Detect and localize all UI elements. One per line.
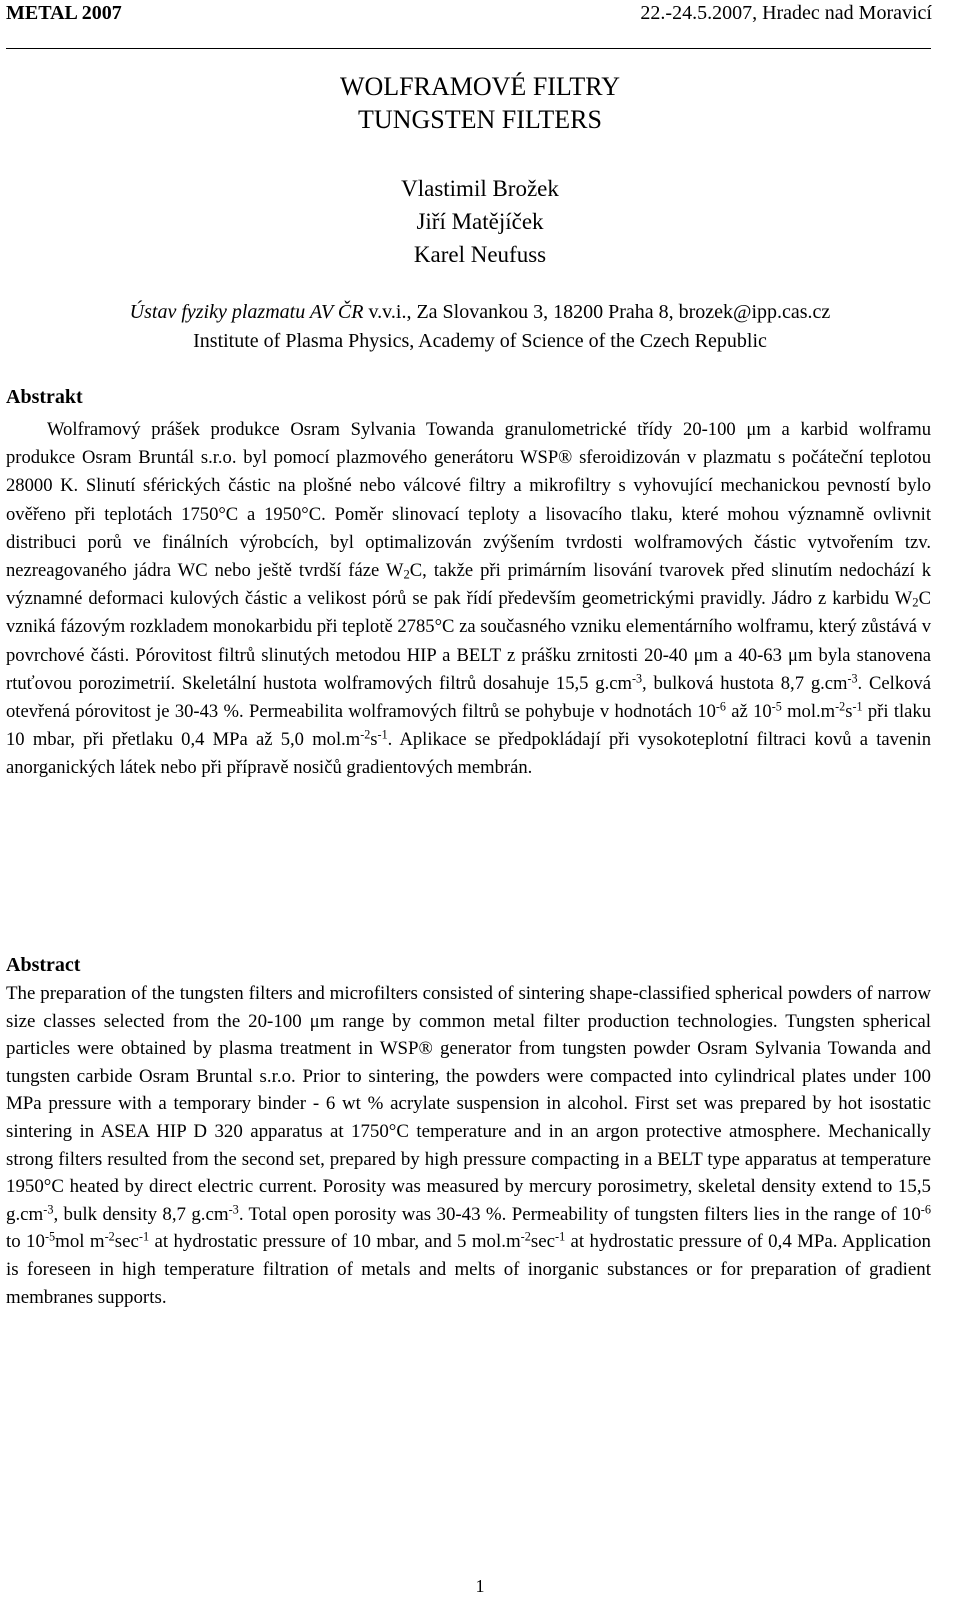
author-list <box>0 172 960 271</box>
title-czech: WOLFRAMOVÉ FILTRY <box>339 72 620 101</box>
title-english: TUNGSTEN FILTERS <box>358 105 602 134</box>
institute-address: v.v.i., Za Slovankou 3, 18200 Praha 8, brozek@ipp.cas.cz <box>363 301 831 323</box>
conference-name: METAL 2007 <box>6 2 122 24</box>
abstrakt-text: Wolframový prášek produkce Osram Sylvania Towanda granulometrické třídy 20-100 μm a karbid wolframu produkce Osram Bruntál s.r.o. byl pomocí plazmového generátoru WSP® sferoidizován v plazmatu s počáteční teplotou 28000 K. Slinutí sférických částic na plošné nebo válcové filtry a mikrofiltry s vyhovující mechanickou pevností bylo ověřeno při teplotách 1750°C a 1950°C. Poměr slinovací teploty a lisovacího tlaku, které mohou významně ovlivnit distribuci porů ve finálních výrobcích, byl optimalizován zvýšením tvrdosti wolframových částic vytvořením tzv. nezreagovaného jádra WC nebo ještě tvrdší fáze $W_2C$, takže při primárním lisování tvarovek před slinutím nedochází k významné deformaci kulových částic a velikost pórů se pak řídí především geometrickými pravidly. Jádro z karbidu $W_2C$ vzniká fázovým rozkladem monokarbidu při teplotě 2785°C za současného vzniku elementárního wolframu, který zůstává v povrchové části. Pórovitost filtrů slinutých metodou HIP a BELT z prášku zrnitosti 20-40 μm a 40-63 μm byla stanovena rtuťovou porozimetrií. Skeletální hustota wolframových filtrů dosahuje 15,5 $g.cm^{-3}$, bulková hustota 8,7 $g.cm^{-3}$. Celková otevřená pórovitost je 30-43 %. Permeabilita wolframových filtrů se pohybuje v hodnotách $10^{-6}$ až $10^{-5}$ $mol.m^{-2}s^{-1}$ při tlaku 10 mbar, při přetlaku 0,4 MPa až 5,0 $mol.m^{-2}s^{-1}$. Aplikace se předpokládají při vysokoteplotní filtraci kovů a tavenin anorganických látek nebo při přípravě nosičů gradientových membrán. <box>6 419 932 779</box>
affiliation <box>0 298 960 356</box>
paper-title <box>0 70 960 136</box>
author: Vlastimil Brožek <box>401 176 559 201</box>
conference-date-place: 22.-24.5.2007, Hradec nad Moravicí <box>640 2 932 24</box>
institute-name-czech: Ústav fyziky plazmatu AV ČR <box>129 301 364 323</box>
author: Karel Neufuss <box>413 242 547 267</box>
page-number: 1 <box>475 1576 485 1596</box>
running-header <box>6 2 932 32</box>
author: Jiří Matějíček <box>416 209 544 234</box>
abstract-heading: Abstract <box>6 954 81 976</box>
header-rule <box>6 48 931 49</box>
abstract-text: The preparation of the tungsten filters and microfilters consisted of sintering shape-classified spherical powders of narrow size classes selected from the 20-100 μm range by common metal filter production technologies. Tungsten spherical particles were obtained by plasma treatment in WSP® generator from tungsten powder Osram Sylvania Towanda and tungsten carbide Osram Bruntal s.r.o. Prior to sintering, the powders were compacted into cylindrical plates under 100 MPa pressure with a temporary binder - 6 wt % acrylate suspension in alcohol. First set was prepared by hot isostatic sintering in ASEA HIP D 320 apparatus at 1750°C temperature and in an argon protective atmosphere. Mechanically strong filters resulted from the second set, prepared by high pressure compacting in a BELT type apparatus at temperature 1950°C heated by direct electric current. Porosity was measured by mercury porosimetry, skeletal density extend to 15,5 $g.cm^{-3}$, bulk density 8,7 $g.cm^{-3}$. Total open porosity was 30-43 %. Permeability of tungsten filters lies in the range of $10^{-6}$ to $10^{-5}mol$ $m^{-2}\sec^{-1}$ at hydrostatic pressure of 10 mbar, and 5 $mol.m^{-2}\sec^{-1}$ at hydrostatic pressure of 0,4 MPa. Application is foreseen in high temperature filtration of metals and melts of inorganic substances or for preparation of gradient membranes supports. <box>6 983 931 1308</box>
abstrakt-heading: Abstrakt <box>6 386 83 408</box>
affiliation-czech <box>0 298 960 327</box>
affiliation-english: Institute of Plasma Physics, Academy of Science of the Czech Republic <box>193 330 767 352</box>
